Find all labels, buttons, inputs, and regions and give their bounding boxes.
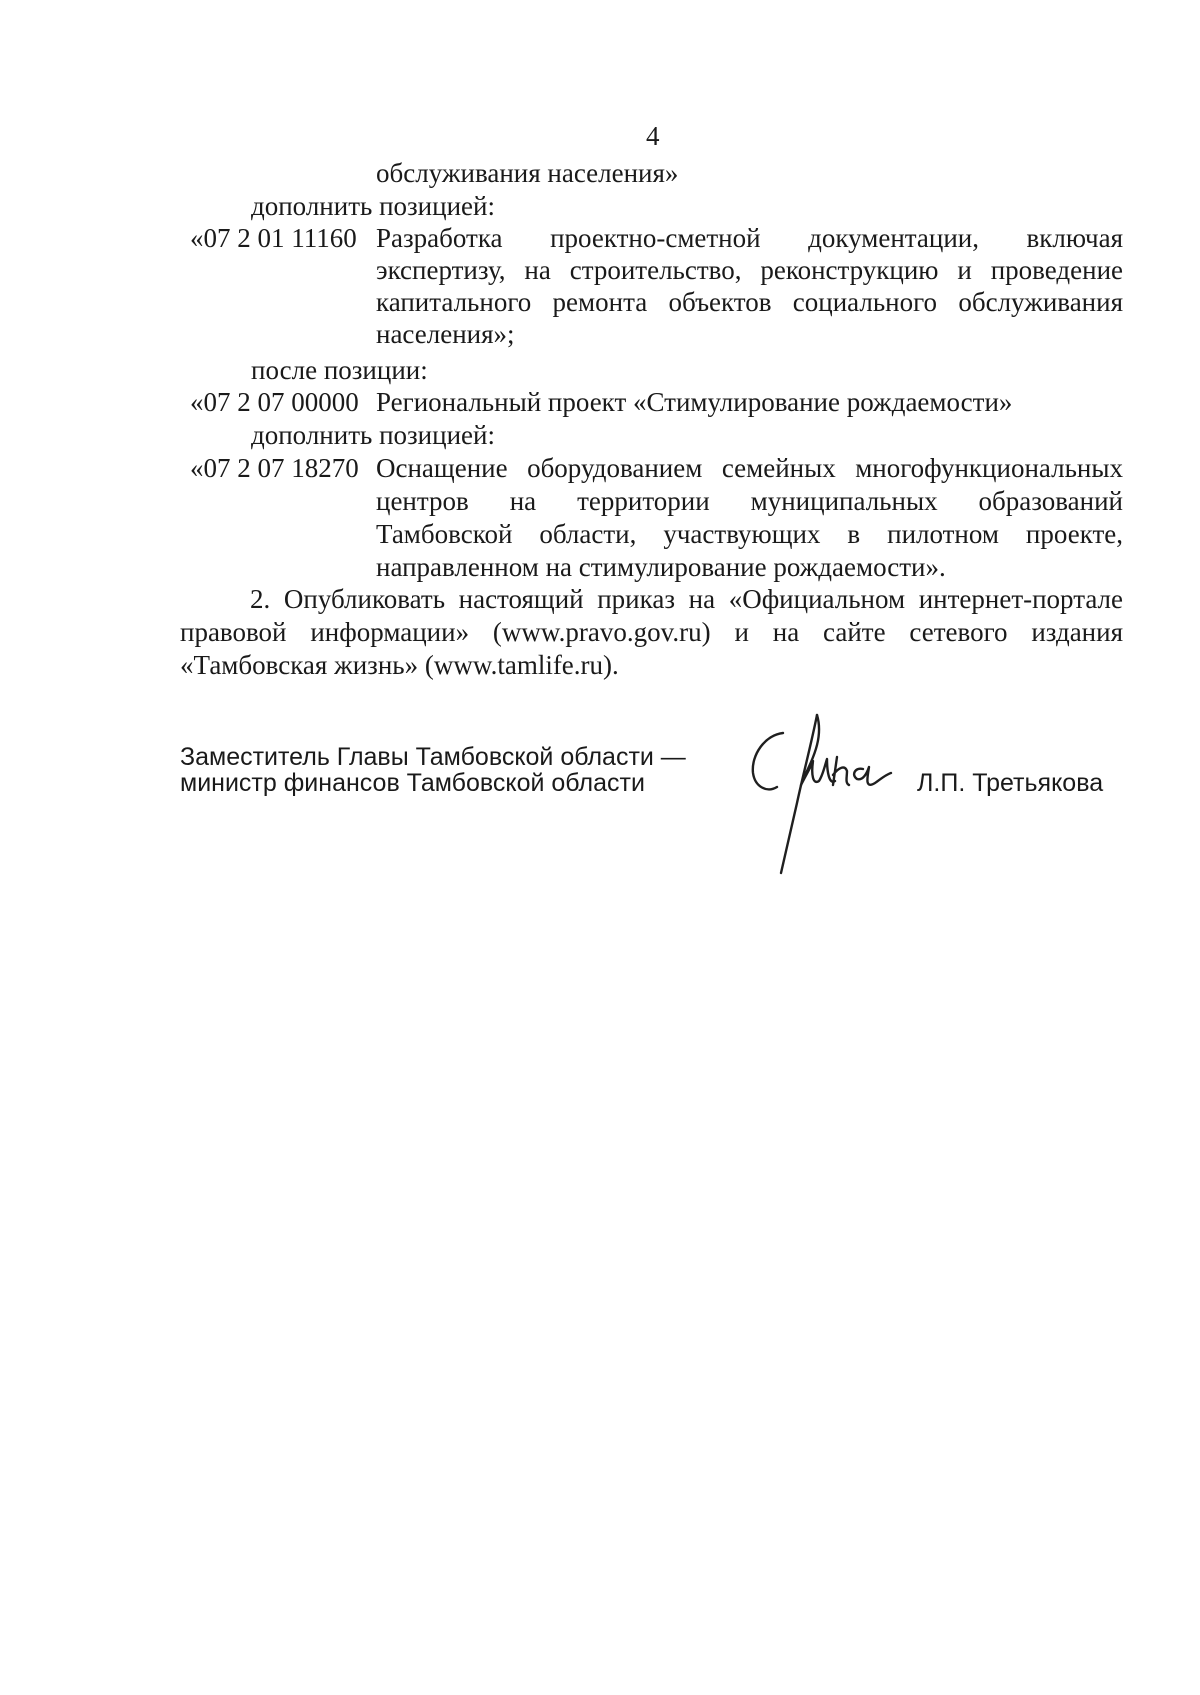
budget-code-11160: «07 2 01 11160 (190, 223, 357, 253)
previous-position-tail: обслуживания населения» (376, 158, 679, 188)
handwritten-signature (745, 705, 895, 880)
paragraph-text: Опубликовать настоящий приказ на «Официальном интернет-портале правовой информации» (www.pravo.gov.ru) и на сайте сетевого издания «Тамбовская жизнь» (www.tamlife.ru). (180, 584, 1124, 680)
instruction-add-position-1: дополнить позицией: (251, 191, 495, 221)
budget-code-00000: «07 2 07 00000 (190, 387, 359, 417)
page-number: 4 (646, 121, 660, 151)
signatory-name: Л.П. Третьякова (917, 769, 1104, 797)
budget-desc-11160-line-2: экспертизу, на строительство, реконструкцию и проведение (376, 255, 1123, 285)
budget-desc-18270-line-3: Тамбовской области, участвующих в пилотном проекте, (376, 519, 1123, 549)
budget-desc-11160-line-3: капитального ремонта объектов социального обслуживания (376, 287, 1123, 317)
budget-desc-18270-line-1: Оснащение оборудованием семейных многофункциональных (376, 453, 1123, 483)
budget-desc-18270-line-4: направленном на стимулирование рождаемости». (376, 552, 946, 582)
budget-desc-11160-line-1: Разработка проектно-сметной документации, включая (376, 223, 1123, 253)
signatory-position-line-1: Заместитель Главы Тамбовской области — (180, 743, 686, 771)
instruction-add-position-2: дополнить позицией: (251, 420, 495, 450)
signatory-position-line-2: министр финансов Тамбовской области (180, 769, 645, 797)
budget-desc-18270-line-2: центров на территории муниципальных образований (376, 486, 1123, 516)
budget-desc-11160-line-4: населения»; (376, 319, 515, 349)
budget-code-18270: «07 2 07 18270 (190, 453, 359, 483)
budget-desc-00000: Региональный проект «Стимулирование рождаемости» (376, 387, 1013, 417)
publication-paragraph (180, 583, 1123, 682)
instruction-after-position: после позиции: (251, 355, 428, 385)
paragraph-number: 2. (250, 584, 271, 614)
